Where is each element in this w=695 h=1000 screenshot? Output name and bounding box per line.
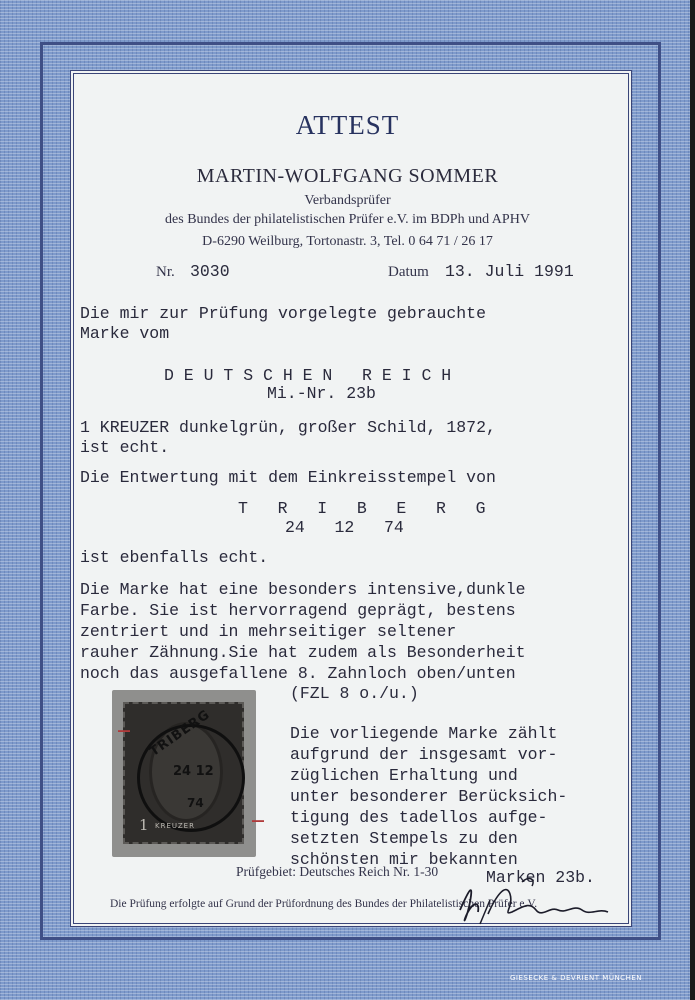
postage-stamp <box>123 702 244 844</box>
description-line-1: 1 KREUZER dunkelgrün, großer Schild, 1872, <box>80 418 496 437</box>
quality-line: Die Marke hat eine besonders intensive,dunkle <box>80 580 526 599</box>
certificate-title: ATTEST <box>295 110 400 140</box>
address-line: D-6290 Weilburg, Tortonastr. 3, Tel. 0 64 71 / 26 17 <box>202 234 493 249</box>
cancel-town-imprint: TRIBERG <box>147 707 214 760</box>
quality-line: rauher Zähnung.Sie hat zudem als Besonderheit <box>80 643 526 662</box>
cancel-date-imprint: 24 12 <box>173 764 214 779</box>
quality-line: zentriert und in mehrseitiger seltener <box>80 622 457 641</box>
quality-line: noch das ausgefallene 8. Zahnloch oben/unten <box>80 664 516 683</box>
conclusion-line: schönsten mir bekannten <box>290 850 518 869</box>
association-line: des Bundes der philatelistischen Prüfer e.V. im BDPh und APHV <box>165 212 530 227</box>
examiner-mark-left: ▬▬ <box>118 728 130 734</box>
conclusion-line: unter besonderer Berücksich- <box>290 787 568 806</box>
rules-line: Die Prüfung erfolgte auf Grund der Prüfordnung des Bundes der Philatelistischen Prüfer e.V. <box>110 898 538 910</box>
stamp-photo <box>112 690 264 857</box>
description-line-2: ist echt. <box>80 438 170 457</box>
cancel-genuine: ist ebenfalls echt. <box>80 548 269 567</box>
country-line: D E U T S C H E N R E I C H <box>164 366 452 385</box>
conclusion-line: setzten Stempels zu den <box>290 829 518 848</box>
examiner-signature <box>440 872 630 932</box>
examiner-name: MARTIN-WOLFGANG SOMMER <box>196 165 499 187</box>
conclusion-line: Die vorliegende Marke zählt <box>290 724 558 743</box>
examiner-role: Verbandsprüfer <box>304 193 391 208</box>
nr-label: Nr. <box>156 264 175 280</box>
catalog-number: Mi.-Nr. 23b <box>267 384 376 403</box>
cancel-year-imprint: 74 <box>187 796 204 810</box>
date-value: 13. Juli 1991 <box>445 262 574 281</box>
conclusion-line: züglichen Erhaltung und <box>290 766 518 785</box>
quality-line: (FZL 8 o./u.) <box>290 684 419 703</box>
stamp-value-text: KREUZER <box>155 822 195 830</box>
examiner-mark-right: ▬▬ <box>252 818 264 824</box>
cancel-town: T R I B E R G <box>238 499 486 518</box>
stamp-value-numeral: 1 <box>139 816 149 834</box>
quality-line: Farbe. Sie ist hervorragend geprägt, bestens <box>80 601 516 620</box>
printer-logo: GIESECKE & DEVRIENT MÜNCHEN <box>510 974 642 982</box>
cancel-date: 24 12 74 <box>285 518 404 537</box>
date-label: Datum <box>388 264 429 280</box>
conclusion-line: aufgrund der insgesamt vor- <box>290 745 558 764</box>
intro-line-1: Die mir zur Prüfung vorgelegte gebrauchte <box>80 304 486 323</box>
intro-line-2: Marke vom <box>80 324 170 343</box>
nr-value: 3030 <box>190 262 230 281</box>
cancel-intro: Die Entwertung mit dem Einkreisstempel von <box>80 468 496 487</box>
scope-line: Prüfgebiet: Deutsches Reich Nr. 1-30 <box>236 864 439 879</box>
conclusion-line: Marken 23b. <box>486 868 595 887</box>
conclusion-line: tigung des tadellos aufge- <box>290 808 548 827</box>
